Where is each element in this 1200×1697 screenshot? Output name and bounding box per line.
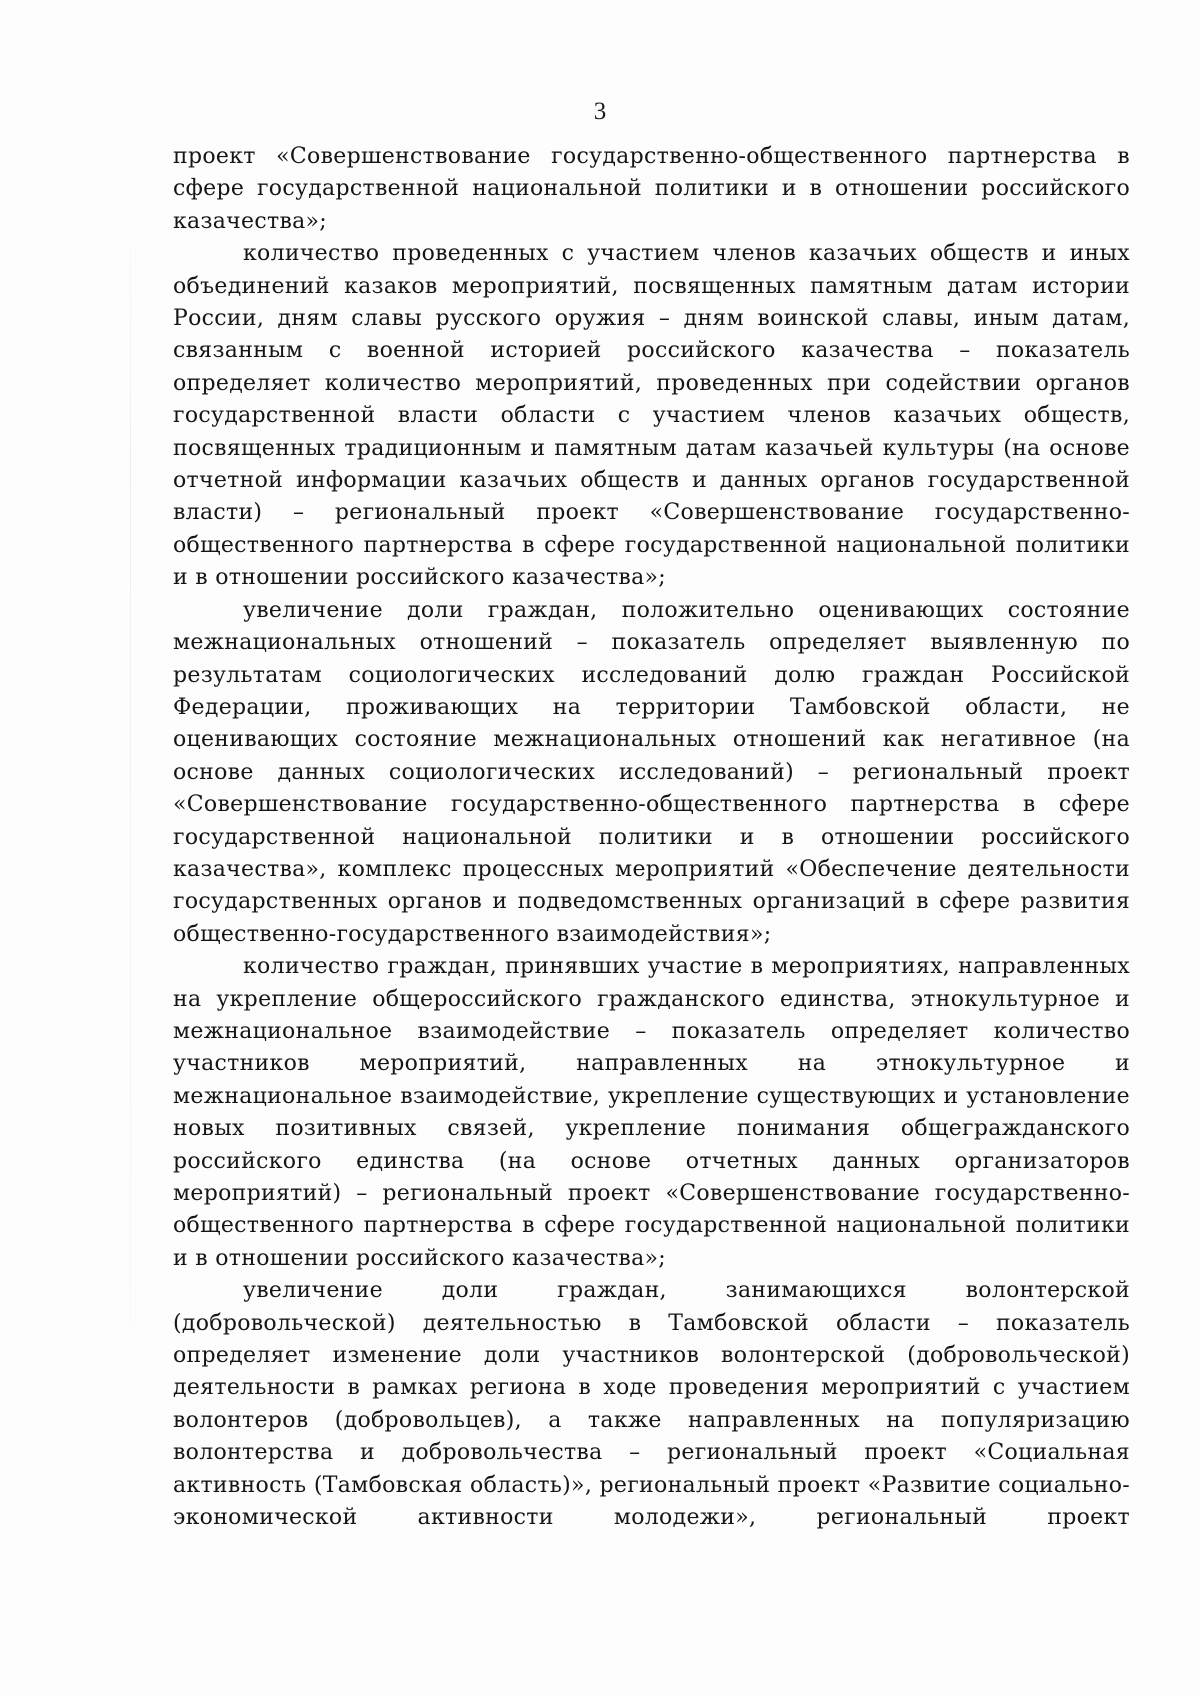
paragraph-volunteering: увеличение доли граждан, занимающихся волонтерской (добровольческой) деятельностью в Тамбовской области – показатель определяет изменение доли участников волонтерской (добровольческой) деятельности в рамках региона в ходе проведения мероприятий с участием волонтеров (добровольцев), а также направленных на популяризацию волонтерства и добровольчества – региональный проект «Социальная активность (Тамбовская область)», региональный проект «Развитие социально-экономической активности молодежи», региональный проект (173, 1278, 1130, 1531)
page-number: 3 (593, 98, 607, 125)
paragraph-civic-unity-events: количество граждан, принявших участие в мероприятиях, направленных на укрепление общероссийского гражданского единства, этнокультурное и межнациональное взаимодействие – показатель определяет количество участников мероприятий, направленных на этнокультурное и межнациональное взаимодействие, укрепление существующих и установление новых позитивных связей, укрепление понимания общегражданского российского единства (на основе отчетных данных организаторов мероприятий) – региональный проект «Совершенствование государственно-общественного партнерства в сфере государственной национальной политики и в отношении российского казачества»; (173, 954, 1130, 1271)
paragraph-continuation: проект «Совершенствование государственно-общественного партнерства в сфере государственной национальной политики и в отношении российского казачества»; (173, 144, 1130, 234)
document-body (173, 141, 1130, 1534)
paragraph-interethnic-relations: увеличение доли граждан, положительно оценивающих состояние межнациональных отношений – показатель определяет выявленную по результатам социологических исследований долю граждан Российской Федерации, проживающих на территории Тамбовской области, не оценивающих состояние межнациональных отношений как негативное (на основе данных социологических исследований) – региональный проект «Совершенствование государственно-общественного партнерства в сфере государственной национальной политики и в отношении российского казачества», комплекс процессных мероприятий «Обеспечение деятельности государственных органов и подведомственных организаций в сфере развития общественно-государственного взаимодействия»; (173, 597, 1130, 947)
paragraph-cossack-events: количество проведенных с участием членов казачьих обществ и иных объединений казаков мероприятий, посвященных памятным датам истории России, дням славы русского оружия – дням воинской славы, иным датам, связанным с военной историей российского казачества – показатель определяет количество мероприятий, проведенных при содействии органов государственной власти области с участием членов казачьих обществ, посвященных традиционным и памятным датам казачьей культуры (на основе отчетной информации казачьих обществ и данных органов государственной власти) – региональный проект «Совершенствование государственно-общественного партнерства в сфере государственной национальной политики и в отношении российского казачества»; (173, 241, 1130, 591)
scan-shadow-line (130, 180, 131, 1530)
